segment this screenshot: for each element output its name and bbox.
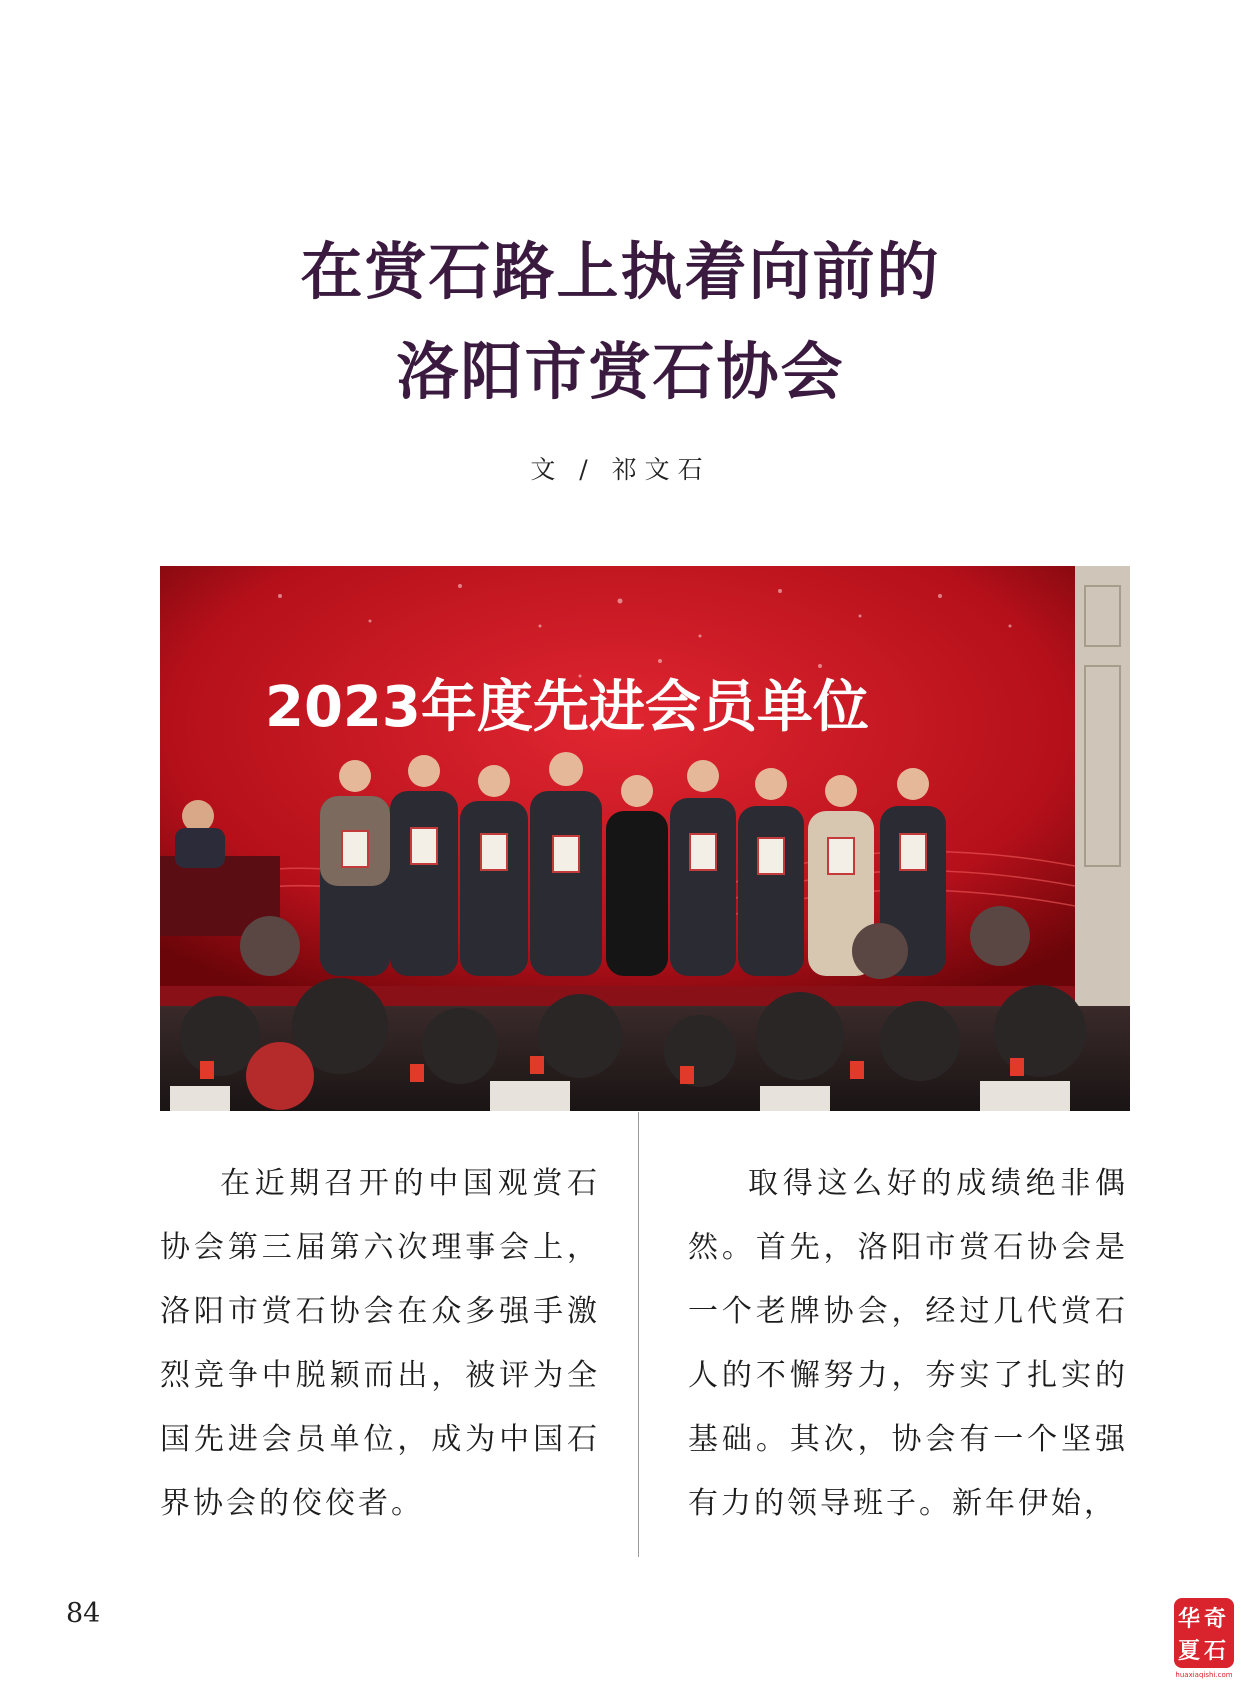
body-column-right xyxy=(688,1152,1128,1536)
logo-url: huaxiaqishi.com xyxy=(1175,1671,1233,1679)
body-column-left xyxy=(160,1152,600,1536)
article-title-line-2: 洛阳市赏石协会 xyxy=(396,335,845,408)
logo-char-1: 华 xyxy=(1178,1607,1201,1632)
author-byline: 文 / 祁文石 xyxy=(530,455,711,484)
logo-char-3: 奇 xyxy=(1204,1607,1227,1632)
logo-char-2: 夏 xyxy=(1178,1639,1201,1664)
article-title-line-1: 在赏石路上执着向前的 xyxy=(300,235,941,308)
huaxia-qishi-logo-icon xyxy=(1172,1596,1236,1680)
body-paragraph-right: 取得这么好的成绩绝非偶然。首先，洛阳市赏石协会是一个老牌协会，经过几代赏石人的不懈努力，夯实了扎实的基础。其次，协会有一个坚强有力的领导班子。新年伊始， xyxy=(688,1166,1128,1521)
column-divider xyxy=(638,1112,639,1557)
body-paragraph-left: 在近期召开的中国观赏石协会第三届第六次理事会上，洛阳市赏石协会在众多强手激烈竞争中脱颖而出，被评为全国先进会员单位，成为中国石界协会的佼佼者。 xyxy=(160,1166,600,1521)
logo-char-4: 石 xyxy=(1204,1639,1227,1664)
award-ceremony-photo xyxy=(160,566,1130,1111)
page-number: 84 xyxy=(66,1598,101,1629)
banner-text: 2023年度先进会员单位 xyxy=(265,675,869,740)
